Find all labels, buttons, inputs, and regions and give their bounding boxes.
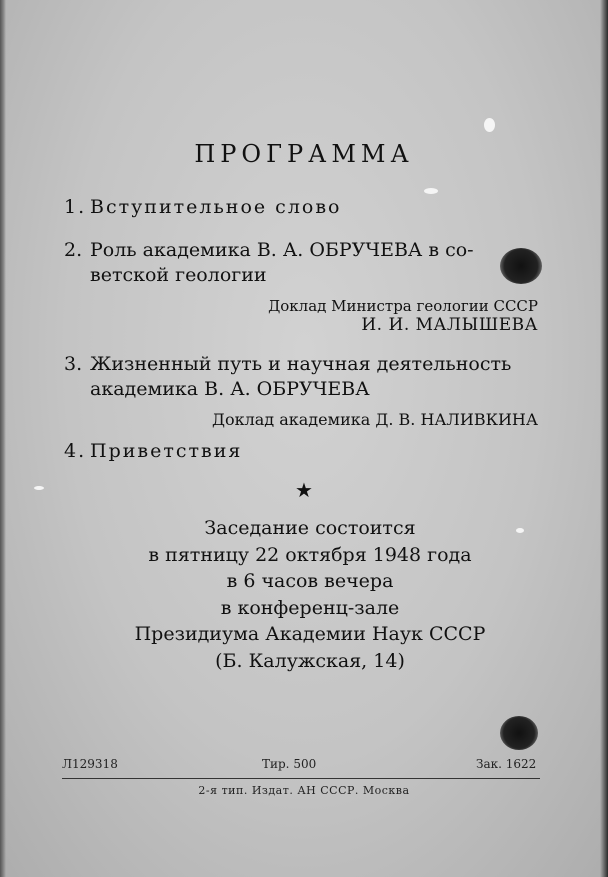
sheet-right-edge <box>600 0 608 877</box>
meeting-line-5: Президиума Академии Наук СССР <box>134 623 486 645</box>
footer-divider <box>62 778 540 779</box>
meeting-line-6: (Б. Калужская, 14) <box>215 649 405 672</box>
footer-run: Тир. 500 <box>262 757 317 771</box>
item-text-line-1: Жизненный путь и научная деятельность <box>90 353 512 375</box>
meeting-line-3: в 6 часов вечера <box>226 570 394 592</box>
paper-speck <box>34 486 44 490</box>
report-1 <box>150 297 538 335</box>
program-item-4 <box>64 439 544 464</box>
item-text: Приветствия <box>90 440 243 462</box>
item-number: 3. <box>64 353 83 375</box>
item-text-line-1: Роль академика В. А. ОБРУЧЕВА в со- <box>90 239 474 261</box>
report-1-line-2: И. И. МАЛЫШЕВА <box>361 315 538 335</box>
item-number: 2. <box>64 239 83 261</box>
footer-imprint: 2-я тип. Издат. АН СССР. Москва <box>198 784 410 797</box>
meeting-line-2: в пятницу 22 октября 1948 года <box>148 543 472 566</box>
meeting-info <box>80 515 540 674</box>
program-title: ПРОГРАММА <box>194 140 414 168</box>
paper-speck <box>484 118 495 132</box>
sheet-left-edge <box>0 0 6 877</box>
item-text: Вступительное слово <box>90 196 342 218</box>
program-item-3 <box>64 352 544 402</box>
item-text-line-2: ветской геологии <box>90 264 267 286</box>
report-2-line-1: Доклад академика Д. В. НАЛИВКИНА <box>211 410 538 429</box>
item-text-line-2: академика В. А. ОБРУЧЕВА <box>90 378 370 400</box>
star-icon: ★ <box>295 478 313 502</box>
footer-code: Л129318 <box>62 757 118 771</box>
ink-blot <box>500 248 542 284</box>
meeting-line-1: Заседание состоится <box>204 517 416 539</box>
ink-blot <box>500 716 538 750</box>
item-number: 1. <box>64 196 87 218</box>
footer-order: Зак. 1622 <box>476 757 537 771</box>
paper-speck <box>424 188 438 194</box>
meeting-line-4: в конференц-зале <box>220 596 400 619</box>
program-item-2 <box>64 238 544 288</box>
paper-speck <box>516 528 524 533</box>
report-1-line-1: Доклад Министра геологии СССР <box>268 297 538 315</box>
report-2 <box>150 410 538 429</box>
program-item-1 <box>64 195 544 220</box>
item-number: 4. <box>64 440 87 462</box>
